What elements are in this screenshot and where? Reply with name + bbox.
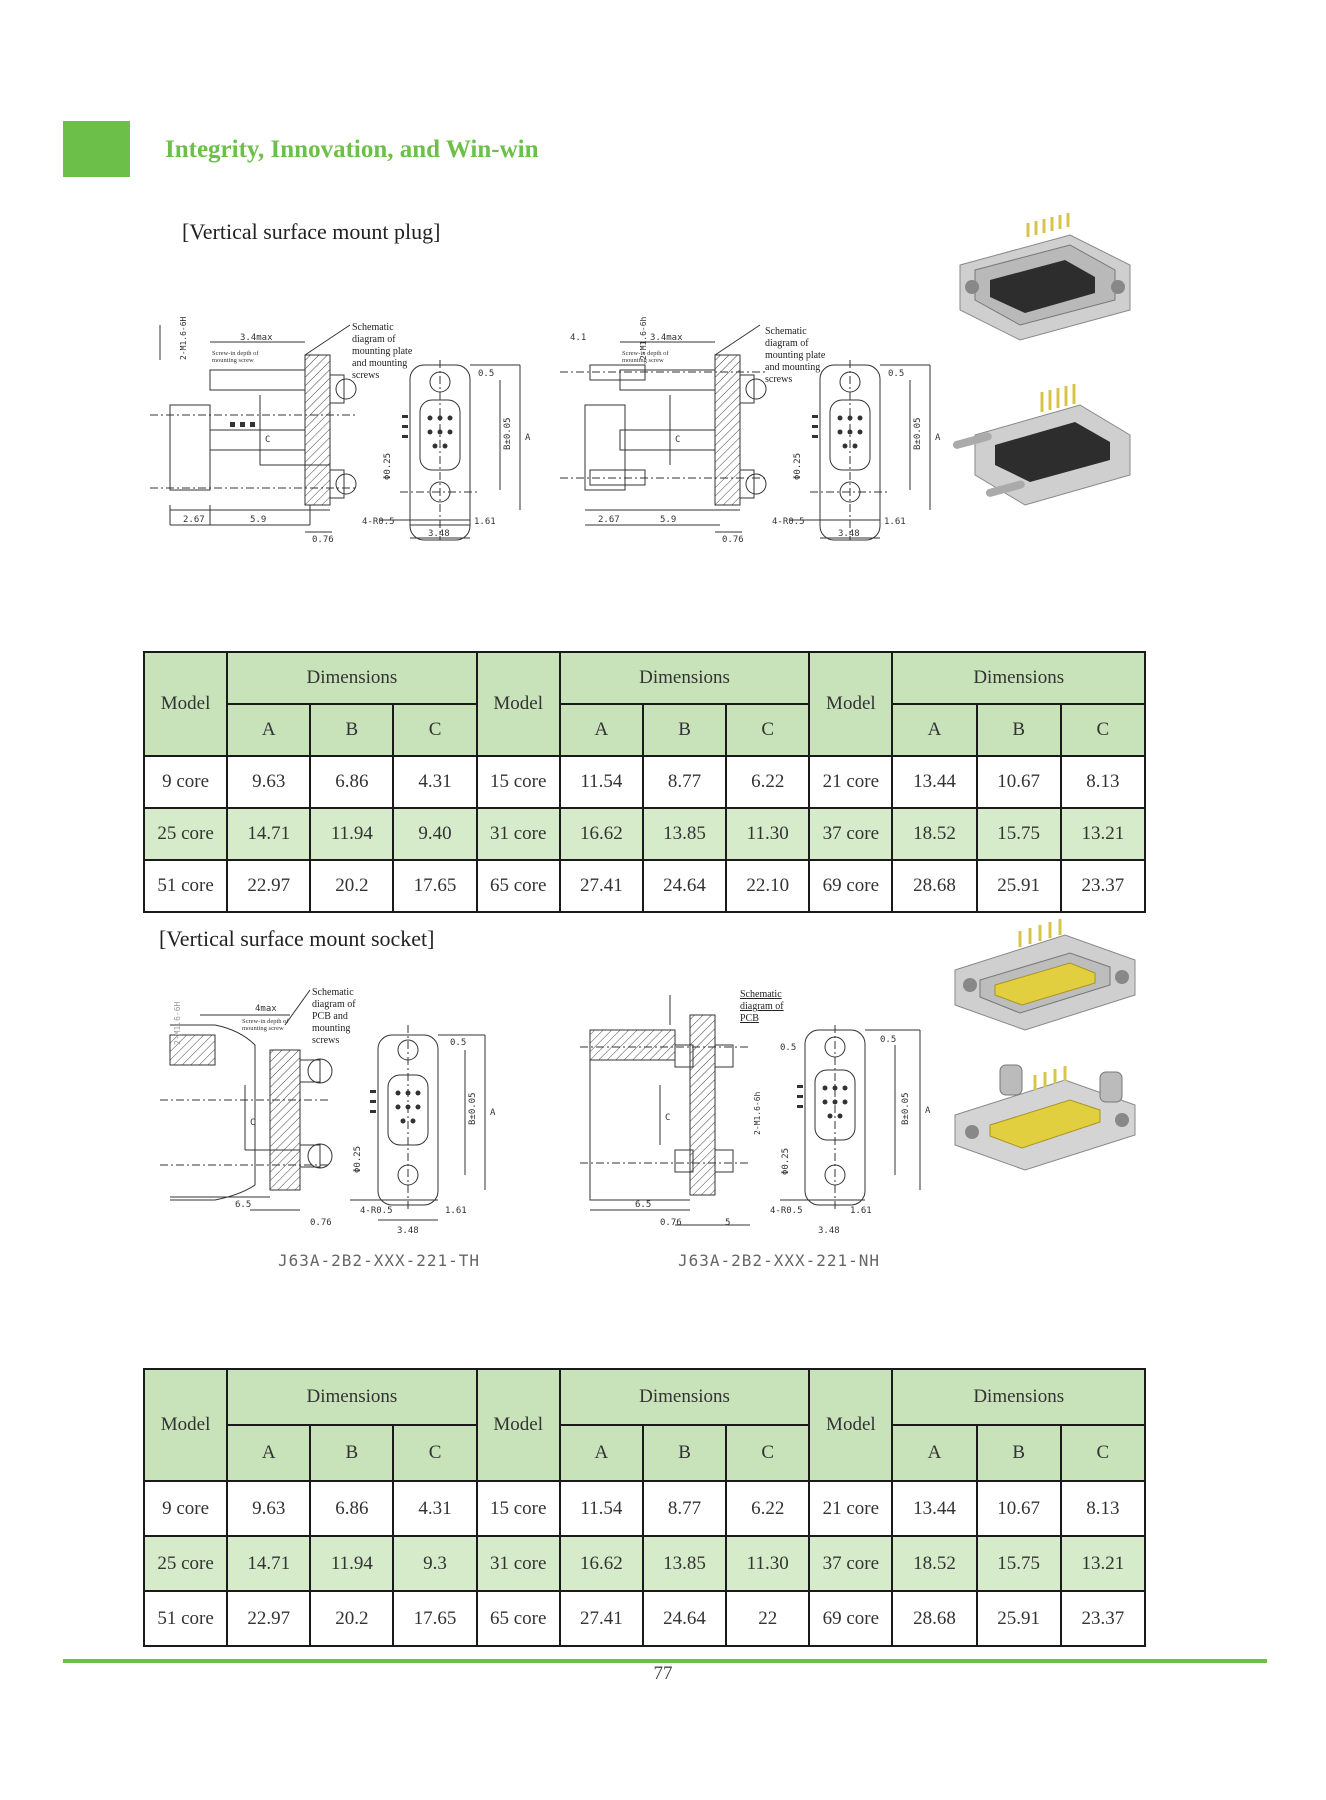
col-b-header: B: [310, 704, 393, 756]
value-cell: 8.13: [1061, 756, 1145, 808]
value-cell: 20.2: [310, 1591, 393, 1646]
socket-product-photo-top: [950, 925, 1140, 1035]
dim-label: A: [925, 1106, 931, 1116]
schematic-note: mounting plate: [765, 350, 826, 361]
dim-label: 2-M1.6-6h: [639, 316, 648, 360]
model-cell: 31 core: [477, 808, 560, 860]
col-b-header: B: [643, 1425, 726, 1481]
model-header: Model: [809, 652, 892, 756]
plug-drawing-threaded: [150, 316, 570, 545]
dim-label: 0.5: [450, 1038, 467, 1048]
schematic-note: screws: [765, 374, 793, 385]
model-cell: 25 core: [144, 1536, 227, 1591]
value-cell: 23.37: [1061, 1591, 1145, 1646]
dim-label: A: [490, 1108, 496, 1118]
dim-label: 1.61: [445, 1206, 467, 1216]
value-cell: 9.40: [393, 808, 476, 860]
schematic-note: PCB and: [312, 1011, 348, 1022]
socket-dimensions-table: [143, 1368, 1146, 1647]
schematic-note: diagram of: [765, 338, 809, 349]
dim-label: mounting screw: [242, 1025, 284, 1032]
dim-label: 6.5: [635, 1200, 652, 1210]
col-c-header: C: [726, 1425, 809, 1481]
model-header: Model: [144, 1369, 227, 1481]
dim-label: Φ0.25: [793, 452, 803, 480]
value-cell: 10.67: [977, 756, 1061, 808]
dim-label: 1.61: [884, 517, 906, 527]
dim-label: 3.48: [818, 1226, 840, 1236]
dim-label: Screw-in depth of: [622, 350, 669, 357]
dim-label: 0.76: [310, 1218, 332, 1228]
plug-dimensions-table: [143, 651, 1146, 913]
model-cell: 31 core: [477, 1536, 560, 1591]
dim-label: 3.48: [397, 1226, 419, 1236]
model-cell: 21 core: [809, 1481, 892, 1536]
dim-label: 2.67: [598, 515, 620, 525]
col-b-header: B: [977, 1425, 1061, 1481]
col-c-header: C: [726, 704, 809, 756]
value-cell: 13.44: [892, 1481, 976, 1536]
dim-label: 0.76: [722, 535, 744, 545]
plug-product-photo-top: [950, 225, 1140, 345]
value-cell: 17.65: [393, 860, 476, 912]
socket-drawing-nh: [580, 985, 940, 1236]
model-cell: 37 core: [809, 1536, 892, 1591]
col-c-header: C: [393, 704, 476, 756]
dim-label: 4-R0.5: [362, 517, 395, 527]
table-row: [144, 1591, 1145, 1646]
value-cell: 11.94: [310, 1536, 393, 1591]
model-cell: 65 core: [477, 1591, 560, 1646]
col-c-header: C: [1061, 1425, 1145, 1481]
value-cell: 22: [726, 1591, 809, 1646]
header-accent-block: [63, 121, 130, 177]
value-cell: 18.52: [892, 1536, 976, 1591]
dim-label: 2.67: [183, 515, 205, 525]
value-cell: 23.37: [1061, 860, 1145, 912]
value-cell: 9.63: [227, 1481, 310, 1536]
value-cell: 25.91: [977, 1591, 1061, 1646]
page-number: 77: [653, 1663, 673, 1684]
dim-label: 0.5: [780, 1043, 797, 1053]
value-cell: 25.91: [977, 860, 1061, 912]
value-cell: 28.68: [892, 1591, 976, 1646]
socket-drawing-th: [160, 985, 560, 1236]
table-row: [144, 860, 1145, 912]
value-cell: 6.86: [310, 756, 393, 808]
dim-label: C: [250, 1118, 256, 1128]
schematic-note: and mounting: [352, 358, 408, 369]
model-header: Model: [477, 1369, 560, 1481]
value-cell: 22.97: [227, 860, 310, 912]
value-cell: 9.3: [393, 1536, 476, 1591]
model-cell: 69 core: [809, 1591, 892, 1646]
dim-label: 0.5: [478, 369, 495, 379]
model-cell: 25 core: [144, 808, 227, 860]
dim-label: B±0.05: [503, 417, 513, 450]
value-cell: 11.30: [726, 1536, 809, 1591]
schematic-note: and mounting: [765, 362, 821, 373]
value-cell: 8.13: [1061, 1481, 1145, 1536]
dim-label: 2-M1.6-6H: [179, 316, 188, 360]
schematic-note: PCB: [740, 1013, 759, 1024]
model-header: Model: [144, 652, 227, 756]
model-cell: 21 core: [809, 756, 892, 808]
model-header: Model: [809, 1369, 892, 1481]
value-cell: 13.85: [643, 1536, 726, 1591]
drawing-caption-th: J63A-2B2-XXX-221-TH: [278, 1251, 481, 1270]
schematic-note: screws: [352, 370, 380, 381]
dim-label: B±0.05: [913, 417, 923, 450]
dim-label: Φ0.25: [383, 452, 393, 480]
model-cell: 65 core: [477, 860, 560, 912]
dim-label: 5.9: [250, 515, 267, 525]
value-cell: 13.85: [643, 808, 726, 860]
plug-drawing-pin: [560, 316, 950, 545]
dim-label: 6.5: [235, 1200, 252, 1210]
dim-label: C: [665, 1113, 671, 1123]
dim-label: 3.4max: [240, 333, 273, 343]
dim-label: 4.1: [570, 333, 587, 343]
value-cell: 17.65: [393, 1591, 476, 1646]
col-c-header: C: [1061, 704, 1145, 756]
dimensions-header: Dimensions: [892, 1369, 1145, 1425]
socket-section-title: [Vertical surface mount socket]: [159, 926, 435, 951]
dim-label: mounting screw: [212, 357, 254, 364]
dim-label: C: [675, 435, 681, 445]
dim-label: 1.61: [474, 517, 496, 527]
plug-product-photo-bottom: [950, 390, 1140, 520]
col-b-header: B: [643, 704, 726, 756]
value-cell: 8.77: [643, 756, 726, 808]
value-cell: 10.67: [977, 1481, 1061, 1536]
col-b-header: B: [310, 1425, 393, 1481]
dim-label: 0.5: [880, 1035, 897, 1045]
dimensions-header: Dimensions: [227, 1369, 476, 1425]
model-cell: 9 core: [144, 1481, 227, 1536]
value-cell: 9.63: [227, 756, 310, 808]
model-cell: 51 core: [144, 860, 227, 912]
plug-section-title: [Vertical surface mount plug]: [182, 219, 441, 244]
model-cell: 69 core: [809, 860, 892, 912]
dimensions-header: Dimensions: [892, 652, 1145, 704]
col-a-header: A: [227, 1425, 310, 1481]
value-cell: 24.64: [643, 1591, 726, 1646]
value-cell: 24.64: [643, 860, 726, 912]
dim-label: B±0.05: [468, 1092, 478, 1125]
col-a-header: A: [892, 1425, 976, 1481]
value-cell: 6.22: [726, 756, 809, 808]
col-a-header: A: [892, 704, 976, 756]
dim-label: 3.48: [838, 529, 860, 539]
value-cell: 11.94: [310, 808, 393, 860]
dim-label: 4-R0.5: [360, 1206, 393, 1216]
dim-label: 5.9: [660, 515, 677, 525]
value-cell: 6.22: [726, 1481, 809, 1536]
dim-label: 4-R0.5: [772, 517, 805, 527]
dim-label: Screw-in depth of: [242, 1018, 289, 1025]
model-cell: 37 core: [809, 808, 892, 860]
dim-label: 0.76: [660, 1218, 682, 1228]
dim-label: A: [935, 433, 941, 443]
table-row: [144, 756, 1145, 808]
schematic-note: screws: [312, 1035, 340, 1046]
table-row: [144, 1536, 1145, 1591]
table-row: [144, 808, 1145, 860]
dim-label: 0.76: [312, 535, 334, 545]
value-cell: 11.54: [560, 1481, 643, 1536]
dim-label: C: [265, 435, 271, 445]
page-header-title: Integrity, Innovation, and Win-win: [165, 136, 539, 163]
col-a-header: A: [227, 704, 310, 756]
model-cell: 15 core: [477, 1481, 560, 1536]
value-cell: 20.2: [310, 860, 393, 912]
value-cell: 22.10: [726, 860, 809, 912]
dim-label: Φ0.25: [353, 1145, 363, 1173]
schematic-note: diagram of: [352, 334, 396, 345]
dim-label: 3.48: [428, 529, 450, 539]
model-header: Model: [477, 652, 560, 756]
dim-label: 4-R0.5: [770, 1206, 803, 1216]
value-cell: 14.71: [227, 808, 310, 860]
value-cell: 22.97: [227, 1591, 310, 1646]
value-cell: 11.30: [726, 808, 809, 860]
schematic-note: Schematic: [312, 987, 354, 998]
value-cell: 15.75: [977, 808, 1061, 860]
value-cell: 13.44: [892, 756, 976, 808]
value-cell: 18.52: [892, 808, 976, 860]
value-cell: 15.75: [977, 1536, 1061, 1591]
value-cell: 4.31: [393, 756, 476, 808]
dim-label: 5: [725, 1218, 731, 1228]
value-cell: 28.68: [892, 860, 976, 912]
table-row: [144, 1481, 1145, 1536]
schematic-note: diagram of: [312, 999, 356, 1010]
dim-label: Φ0.25: [781, 1147, 791, 1175]
dim-label: 2-M1.6-6h: [753, 1091, 762, 1135]
dimensions-header: Dimensions: [560, 652, 809, 704]
value-cell: 13.21: [1061, 1536, 1145, 1591]
schematic-note: Schematic: [352, 322, 394, 333]
model-cell: 15 core: [477, 756, 560, 808]
dim-label: B±0.05: [901, 1092, 911, 1125]
dim-label: 3.4max: [650, 333, 683, 343]
dimensions-header: Dimensions: [560, 1369, 809, 1425]
schematic-note: diagram of: [740, 1001, 784, 1012]
dimensions-header: Dimensions: [227, 652, 476, 704]
drawing-caption-nh: J63A-2B2-XXX-221-NH: [678, 1251, 881, 1270]
model-cell: 9 core: [144, 756, 227, 808]
dim-label: 0.5: [888, 369, 905, 379]
schematic-note: Schematic: [740, 989, 782, 1000]
dim-label: Screw-in depth of: [212, 350, 259, 357]
schematic-note: mounting: [312, 1023, 351, 1034]
dim-label: 2-M1.6-6H: [173, 1001, 182, 1045]
value-cell: 13.21: [1061, 808, 1145, 860]
schematic-note: Schematic: [765, 326, 807, 337]
dim-label: 4max: [255, 1004, 277, 1014]
value-cell: 6.86: [310, 1481, 393, 1536]
col-c-header: C: [393, 1425, 476, 1481]
dim-label: 1.61: [850, 1206, 872, 1216]
col-a-header: A: [560, 1425, 643, 1481]
value-cell: 4.31: [393, 1481, 476, 1536]
schematic-note: mounting plate: [352, 346, 413, 357]
value-cell: 8.77: [643, 1481, 726, 1536]
value-cell: 16.62: [560, 808, 643, 860]
col-b-header: B: [977, 704, 1061, 756]
value-cell: 27.41: [560, 860, 643, 912]
value-cell: 14.71: [227, 1536, 310, 1591]
dim-label: mounting screw: [622, 357, 664, 364]
col-a-header: A: [560, 704, 643, 756]
value-cell: 11.54: [560, 756, 643, 808]
socket-product-photo-bottom: [950, 1060, 1140, 1180]
value-cell: 16.62: [560, 1536, 643, 1591]
dim-label: A: [525, 433, 531, 443]
value-cell: 27.41: [560, 1591, 643, 1646]
model-cell: 51 core: [144, 1591, 227, 1646]
